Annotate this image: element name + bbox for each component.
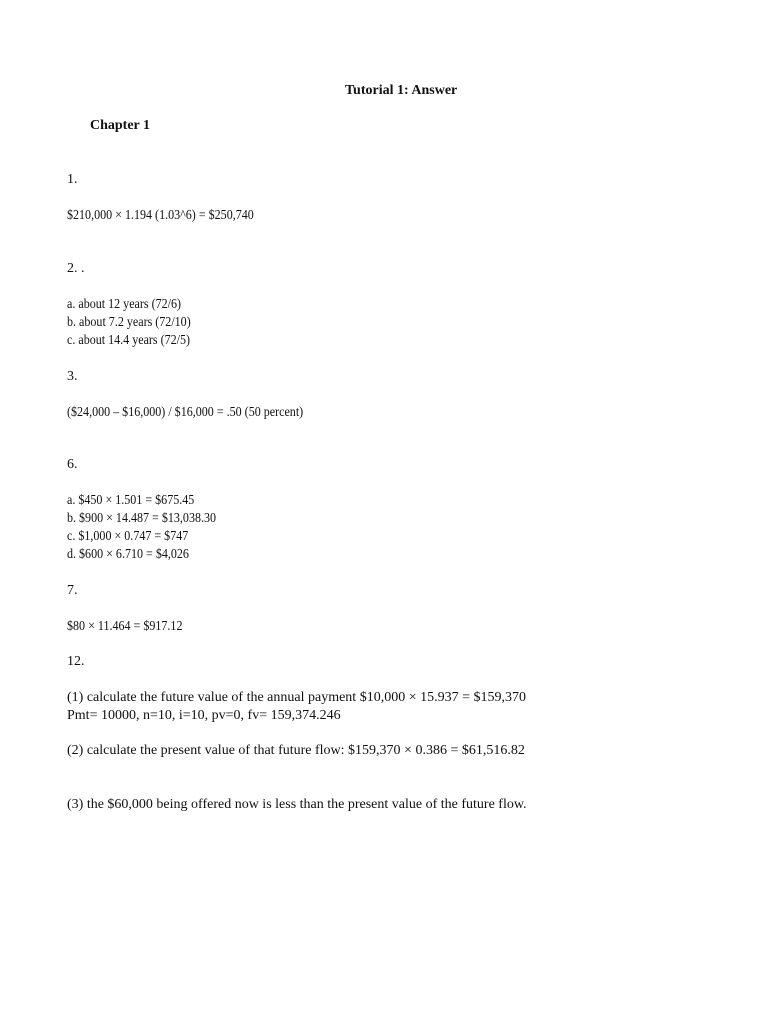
question-7-answer-text: $80 × 11.464 = $917.12 bbox=[67, 619, 183, 634]
question-1-answer-text: $210,000 × 1.194 (1.03^6) = $250,740 bbox=[67, 208, 254, 223]
question-2-number: 2. . bbox=[67, 261, 85, 276]
chapter-heading: Chapter 1 bbox=[90, 118, 151, 133]
question-12-number: 12. bbox=[67, 654, 85, 669]
question-12-step-2: (2) calculate the present value of that future flow: $159,370 × 0.386 = $61,516.82 bbox=[67, 743, 525, 758]
question-12-step-1: (1) calculate the future value of the annual payment $10,000 × 15.937 = $159,370 bbox=[67, 690, 526, 705]
question-2-part-a: a. about 12 years (72/6) bbox=[67, 297, 182, 312]
question-7-answer bbox=[67, 618, 201, 636]
question-6-part-b: b. $900 × 14.487 = $13,038.30 bbox=[67, 511, 217, 526]
question-12-step-3: (3) the $60,000 being offered now is less than the present value of the future flow. bbox=[67, 797, 527, 812]
question-3-answer-text: ($24,000 – $16,000) / $16,000 = .50 (50 percent) bbox=[67, 405, 304, 420]
question-1-number: 1. bbox=[67, 172, 78, 187]
question-1-answer bbox=[67, 207, 284, 225]
question-6-part-c: c. $1,000 × 0.747 = $747 bbox=[67, 529, 189, 544]
question-12-step-1-calculation: Pmt= 10000, n=10, i=10, pv=0, fv= 159,374.246 bbox=[67, 708, 341, 723]
question-2-parts bbox=[67, 296, 211, 350]
question-3-number: 3. bbox=[67, 369, 78, 384]
page-title: Tutorial 1: Answer bbox=[345, 83, 458, 98]
question-6-part-a: a. $450 × 1.501 = $675.45 bbox=[67, 493, 195, 508]
question-6-parts bbox=[67, 492, 240, 564]
question-3-answer bbox=[67, 404, 342, 422]
question-7-number: 7. bbox=[67, 583, 78, 598]
question-2-part-c: c. about 14.4 years (72/5) bbox=[67, 333, 191, 348]
question-6-number: 6. bbox=[67, 457, 78, 472]
question-2-part-b: b. about 7.2 years (72/10) bbox=[67, 315, 191, 330]
question-6-part-d: d. $600 × 6.710 = $4,026 bbox=[67, 547, 189, 562]
